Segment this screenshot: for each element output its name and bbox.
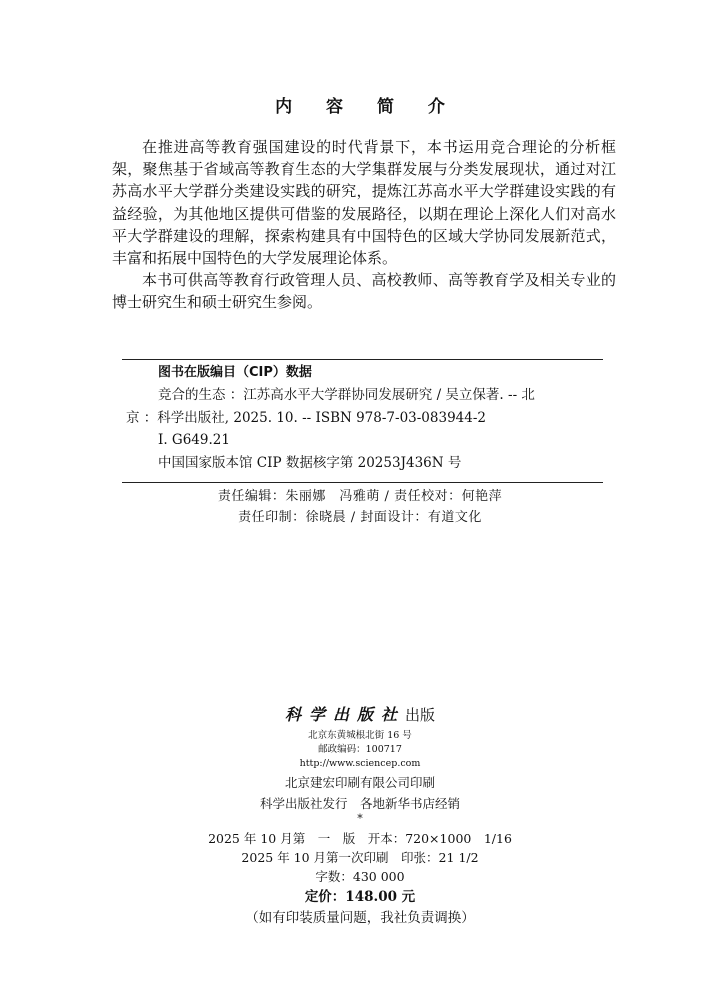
cip-top-rule [122, 359, 603, 360]
cip-bottom-rule [122, 482, 603, 483]
publisher-line [0, 704, 720, 726]
publisher-website: http://www.sciencep.com [299, 758, 421, 769]
cip-line-4: 中国国家版本馆 CIP 数据核字第 20253J436N 号 [158, 454, 462, 471]
cip-block [126, 384, 604, 474]
editor-credits [0, 486, 720, 528]
cip-line-3: Ⅰ. G649.21 [158, 432, 230, 448]
distribution-line: 科学出版社发行 各地新华书店经销 [259, 796, 460, 811]
publisher-logo: 科学出版社 [284, 705, 405, 724]
publisher-postcode: 邮政编码：100717 [318, 744, 402, 755]
editor-line-2: 责任印制：徐晓晨 / 封面设计：有道文化 [238, 510, 482, 525]
word-count: 字数：430 000 [315, 869, 405, 884]
edition-line: 2025 年 10 月第 一 版 开本：720×1000 1/16 [208, 831, 512, 846]
printer-line: 北京建宏印刷有限公司印刷 [284, 775, 435, 790]
publisher-suffix: 出版 [405, 706, 436, 724]
summary-paragraph-1: 在推进高等教育强国建设的时代背景下，本书运用竞合理论的分析框架，聚焦基于省域高等教育生态的大学集群发展与分类发展现状，通过对江苏高水平大学群分类建设实践的研究，提炼江苏高水平大学群建设实践的有益经验，为其他地区提供可借鉴的发展路径，以期在理论上深化人们对高水平大学群建设的理解，探索构建具有中国特色的区域大学协同发展新范式，丰富和拓展中国特色的大学发展理论体系。 [112, 138, 616, 268]
editor-line-1: 责任编辑：朱丽娜 冯雅萌 / 责任校对：何艳萍 [217, 489, 503, 504]
separator-star: * [357, 812, 363, 825]
price: 定价：148.00 元 [304, 889, 416, 905]
printing-line: 2025 年 10 月第一次印刷 印张：21 1/2 [241, 850, 479, 865]
publisher-block [0, 704, 720, 928]
publisher-address: 北京东黄城根北街 16 号 [308, 730, 412, 741]
summary-section [112, 136, 616, 314]
cip-line-2: 京 ：科学出版社, 2025. 10. -- ISBN 978-7-03-083944-2 [126, 409, 486, 426]
cip-heading: 图书在版编目（CIP）数据 [158, 365, 312, 380]
summary-paragraph-2: 本书可供高等教育行政管理人员、高校教师、高等教育学及相关专业的博士研究生和硕士研究生参阅。 [112, 271, 616, 312]
page-title: 内 容 简 介 [275, 97, 459, 117]
cip-line-1: 竞合的生态 ：江苏高水平大学群协同发展研究 / 吴立保著. -- 北 [158, 387, 535, 403]
quality-note: （如有印装质量问题，我社负责调换） [245, 910, 475, 926]
